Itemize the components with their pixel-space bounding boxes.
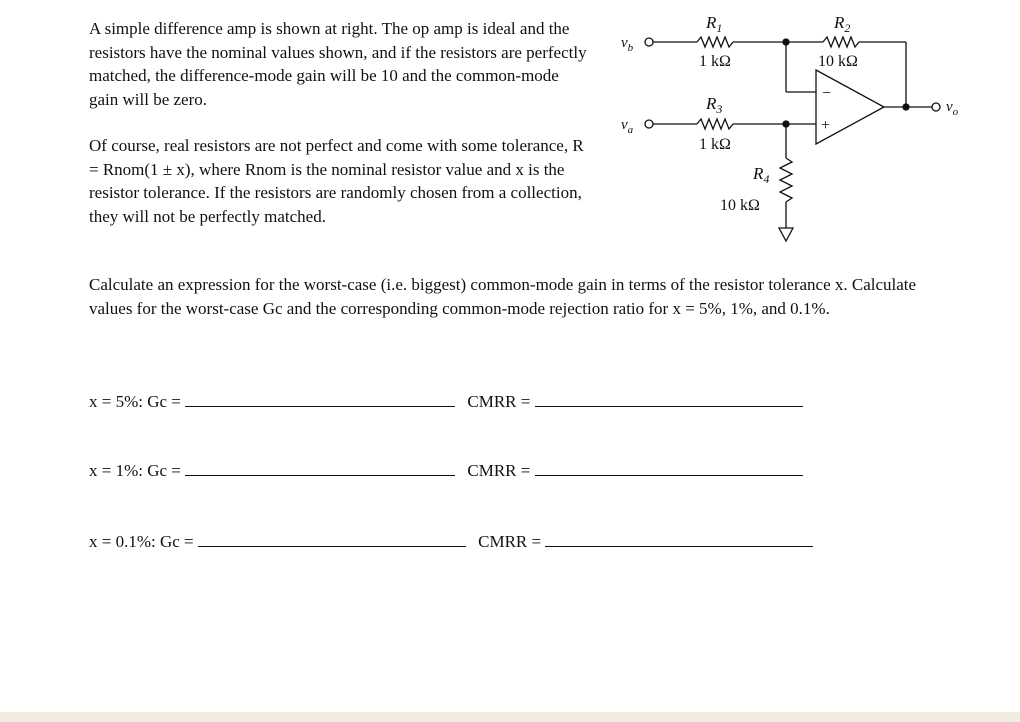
r1-label: $R_1$ bbox=[706, 13, 723, 35]
page-bottom-edge bbox=[0, 712, 1020, 722]
op-amp-minus: − bbox=[822, 85, 832, 102]
gc-label: x = 5%: Gc = bbox=[89, 392, 181, 411]
r1-value: 1 kΩ bbox=[699, 53, 731, 70]
r3-resistor bbox=[697, 119, 733, 129]
vo-label: $v_o$ bbox=[946, 99, 959, 118]
r2-resistor bbox=[823, 37, 859, 47]
gc-label: x = 1%: Gc = bbox=[89, 461, 181, 480]
r2-label: $R_2$ bbox=[834, 13, 851, 35]
ground-symbol bbox=[779, 228, 793, 241]
r4-resistor bbox=[780, 158, 792, 202]
cmrr-label: CMRR = bbox=[478, 532, 542, 551]
r3-value: 1 kΩ bbox=[699, 136, 731, 153]
vb-terminal bbox=[645, 38, 653, 46]
r3-label: $R_3$ bbox=[706, 94, 723, 116]
r1-resistor bbox=[697, 37, 733, 47]
task-paragraph: Calculate an expression for the worst-case (i.e. biggest) common-mode gain in terms of the resistor tolerance x. Calculate values for the worst-case Gc and the corresponding common-mode rejection ratio for x = 5%, 1%, and 0.1%. bbox=[89, 275, 917, 318]
r4-value: 10 kΩ bbox=[720, 197, 760, 214]
r2-value: 10 kΩ bbox=[818, 53, 858, 70]
intro-paragraph: A simple difference amp is shown at right. The op amp is ideal and the resistors have the nominal values shown, and if the resistors are perfectly matched, the difference-mode gain will be 10 and the common-mode gain will be zero. bbox=[89, 19, 587, 109]
cmrr-label: CMRR = bbox=[467, 392, 531, 411]
gc-label: x = 0.1%: Gc = bbox=[89, 532, 194, 551]
va-terminal bbox=[645, 120, 653, 128]
vb-label: $v_b$ bbox=[621, 35, 634, 54]
va-label: $v_a$ bbox=[621, 117, 634, 136]
r4-label: $R_4$ bbox=[753, 164, 770, 186]
op-amp-plus: + bbox=[821, 117, 831, 134]
vo-terminal bbox=[932, 103, 940, 111]
cmrr-label: CMRR = bbox=[467, 461, 531, 480]
tolerance-paragraph: Of course, real resistors are not perfect and come with some tolerance, R = Rnom(1 ± x), where Rnom is the nominal resistor value and x is the resistor tolerance. If the resistors are randomly chosen from a collection, they will not be perfectly matched. bbox=[89, 136, 584, 226]
